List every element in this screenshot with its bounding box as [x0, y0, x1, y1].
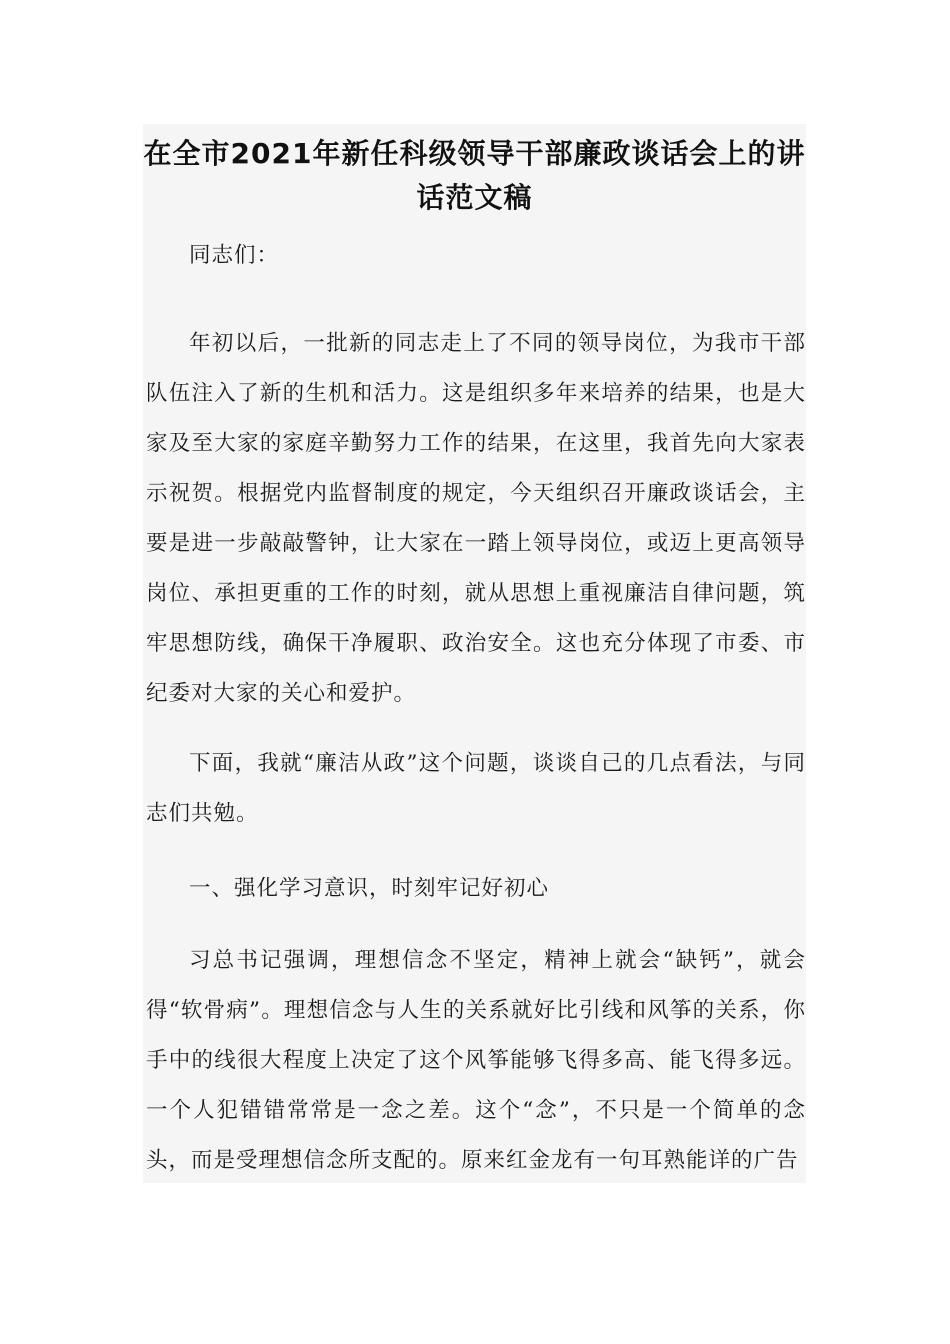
greeting: 同志们： [189, 243, 280, 268]
paragraph-intro: 下面，我就“廉洁从政”这个问题，谈谈自己的几点看法，与同志们共勉。 [146, 751, 806, 826]
paragraph-section-one: 习总书记强调，理想信念不坚定，精神上就会“缺钙”，就会得“软骨病”。理想信念与人生的关系就好比引线和风筝的关系，你手中的线很大程度上决定了这个风筝能够飞得多高、能飞得多远。一个人犯错错常常是一念之差。这个“念”，不只是一个简单的念头，而是受理想信念所支配的。原来红金龙有一句耳熟能详的广告 [146, 948, 806, 1173]
document-title: 在全市2021年新任科级领导干部廉政谈话会上的讲话范文稿 [143, 137, 806, 214]
paragraph-opening: 年初以后，一批新的同志走上了不同的领导岗位，为我市干部队伍注入了新的生机和活力。这是组织多年来培养的结果，也是大家及至大家的家庭辛勤努力工作的结果，在这里，我首先向大家表示祝贺。根据党内监督制度的规定，今天组织召开廉政谈话会，主要是进一步敲敲警钟，让大家在一踏上领导岗位，或迈上更高领导岗位、承担更重的工作的时刻，就从思想上重视廉洁自律问题，筑牢思想防线，确保干净履职、政治安全。这也充分体现了市委、市纪委对大家的关心和爱护。 [146, 331, 806, 706]
section-heading: 一、强化学习意识，时刻牢记好初心 [189, 876, 550, 901]
